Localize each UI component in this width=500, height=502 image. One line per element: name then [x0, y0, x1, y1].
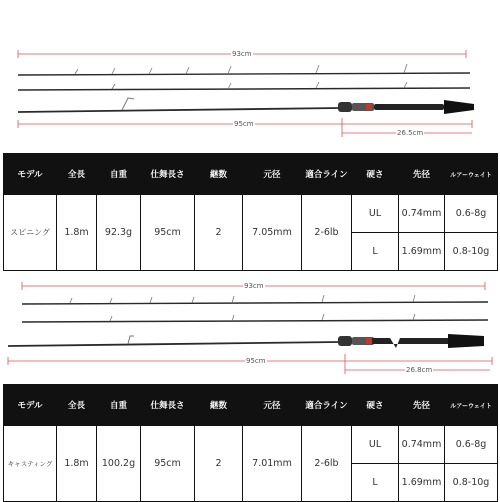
header-lure-weight: ルアーウェイト: [445, 385, 498, 426]
header-pieces: 継数: [195, 385, 243, 426]
header-lure-weight: ルアーウェイト: [445, 154, 498, 195]
spinning-rod-diagram: [0, 38, 500, 148]
header-line: 適合ライン: [302, 385, 352, 426]
header-model: モデル: [4, 385, 57, 426]
casting-model: キャスティング: [4, 426, 57, 502]
header-weight: 自重: [97, 154, 141, 195]
spinning-weight: 92.3g: [97, 195, 141, 271]
header-pieces: 継数: [195, 154, 243, 195]
spinning-butt-diameter: 7.05mm: [243, 195, 302, 271]
header-weight: 自重: [97, 385, 141, 426]
casting-row-ul: [4, 426, 498, 464]
header-total-length: 全長: [57, 385, 97, 426]
header-closed-length: 仕舞長さ: [141, 154, 195, 195]
casting-tip-l: 1.69mm: [399, 464, 445, 502]
casting-hardness-l: L: [352, 464, 399, 502]
casting-bottom-length: 95cm: [246, 357, 266, 365]
casting-butt-diameter: 7.01mm: [243, 426, 302, 502]
casting-lure-l: 0.8-10g: [445, 464, 498, 502]
casting-line: 2-6lb: [302, 426, 352, 502]
header-hardness: 硬さ: [352, 154, 399, 195]
spinning-tip-ul: 0.74mm: [399, 195, 445, 233]
spinning-top-length: 93cm: [232, 50, 252, 58]
casting-spec-table: [3, 384, 498, 502]
spinning-hardness-l: L: [352, 233, 399, 271]
header-model: モデル: [4, 154, 57, 195]
header-tip-diameter: 先径: [399, 154, 445, 195]
spinning-lure-l: 0.8-10g: [445, 233, 498, 271]
header-tip-diameter: 先径: [399, 385, 445, 426]
spinning-bottom-length: 95cm: [234, 120, 254, 128]
casting-rod-diagram: [0, 278, 500, 378]
casting-handle-length: 26.8cm: [406, 366, 433, 374]
spinning-hardness-ul: UL: [352, 195, 399, 233]
spinning-lure-ul: 0.6-8g: [445, 195, 498, 233]
casting-pieces: 2: [195, 426, 243, 502]
spinning-pieces: 2: [195, 195, 243, 271]
header-total-length: 全長: [57, 154, 97, 195]
casting-closed-length: 95cm: [141, 426, 195, 502]
header-closed-length: 仕舞長さ: [141, 385, 195, 426]
spinning-line: 2-6lb: [302, 195, 352, 271]
casting-top-length: 93cm: [244, 282, 264, 290]
header-hardness: 硬さ: [352, 385, 399, 426]
casting-tip-ul: 0.74mm: [399, 426, 445, 464]
spinning-model: スピニング: [4, 195, 57, 271]
spinning-closed-length: 95cm: [141, 195, 195, 271]
spinning-tip-l: 1.69mm: [399, 233, 445, 271]
spinning-handle-length: 26.5cm: [397, 129, 424, 137]
header-butt-diameter: 元径: [243, 385, 302, 426]
spinning-header-row: [4, 154, 498, 195]
header-butt-diameter: 元径: [243, 154, 302, 195]
spinning-spec-table: [3, 153, 498, 271]
header-line: 適合ライン: [302, 154, 352, 195]
casting-weight: 100.2g: [97, 426, 141, 502]
casting-total-length: 1.8m: [57, 426, 97, 502]
casting-lure-ul: 0.6-8g: [445, 426, 498, 464]
spinning-row-ul: [4, 195, 498, 233]
spinning-total-length: 1.8m: [57, 195, 97, 271]
casting-hardness-ul: UL: [352, 426, 399, 464]
casting-header-row: [4, 385, 498, 426]
